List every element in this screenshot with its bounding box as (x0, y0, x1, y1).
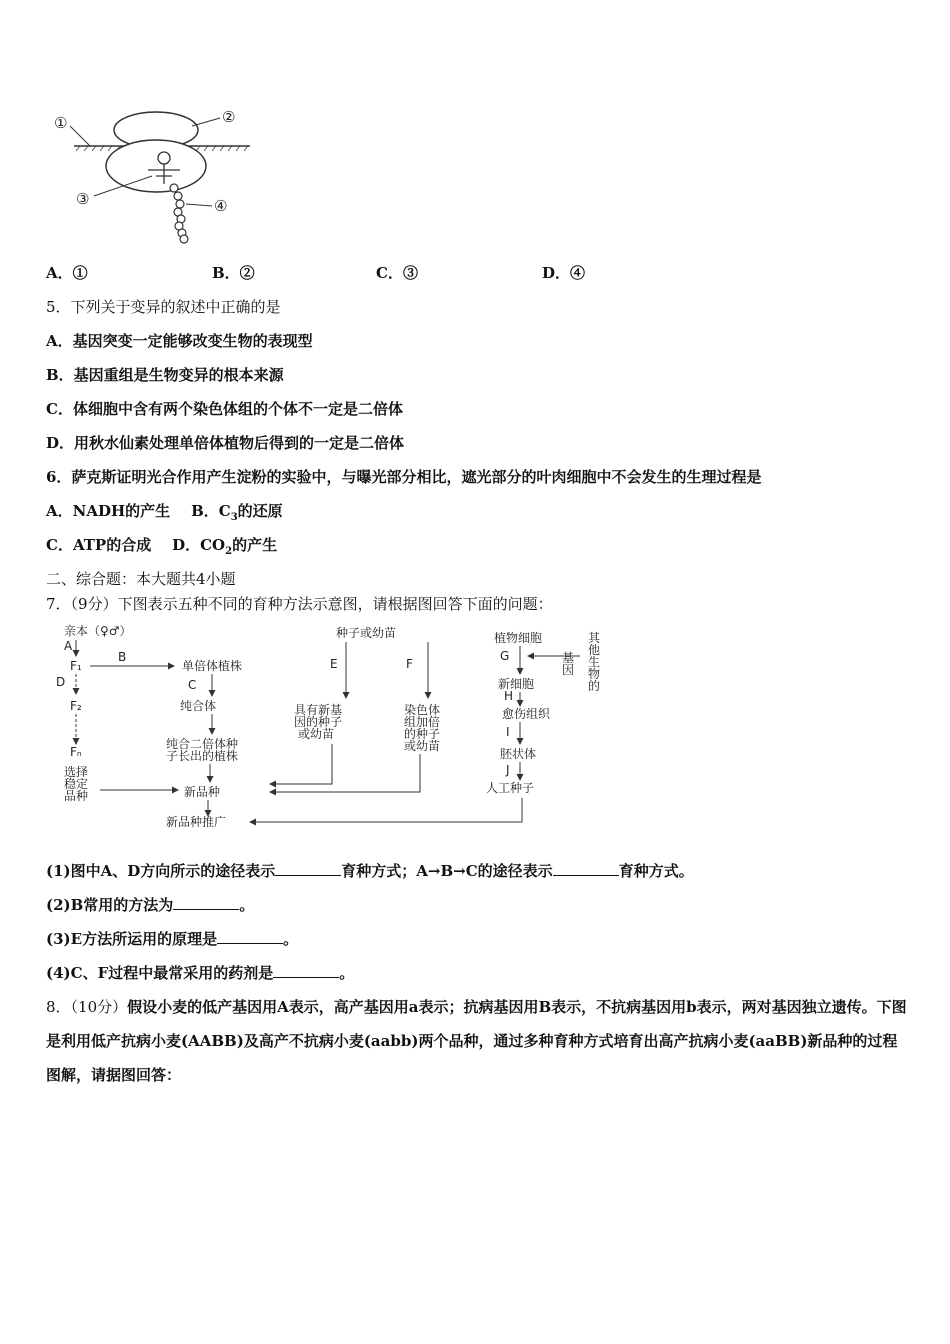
diagram-label-c: C (188, 678, 197, 692)
q7-sub2-blank[interactable] (173, 908, 239, 910)
q4-option-a: A．① (46, 264, 88, 282)
diagram-gene-2: 因 (562, 663, 575, 677)
diagram-chromo-4: 或幼苗 (404, 739, 441, 753)
diagram-select-3: 品种 (64, 789, 89, 803)
q7-sub1: (1)图中A、D方向所示的途径表示 育种方式；A→B→C的途径表示 育种方式。 (46, 862, 694, 880)
diagram-label-e: E (330, 657, 338, 671)
q7-sub4-blank[interactable] (273, 976, 339, 978)
diagram-promote: 新品种推广 (166, 815, 227, 829)
q7-sub4: (4)C、F过程中最常采用的药剂是 。 (46, 964, 355, 982)
q6-option-d: D．$CO_2$的产生 (172, 536, 278, 557)
diagram-f2: F₂ (70, 699, 82, 713)
q7-sub1-blank2[interactable] (553, 874, 619, 876)
q6-option-c: C．ATP的合成 (46, 536, 152, 554)
diagram-label-g: G (500, 649, 510, 663)
q7-stem: 7．（9分）下图表示五种不同的育种方法示意图，请根据图回答下面的问题： (46, 595, 553, 613)
q6-stem: 6．萨克斯证明光合作用产生淀粉的实验中，与曝光部分相比，遮光部分的叶肉细胞中不会发生的生理过程是 (46, 468, 762, 486)
diagram-haploid: 单倍体植株 (182, 659, 243, 673)
diagram-f1: F₁ (70, 659, 82, 673)
q4-option-c: C．③ (376, 264, 418, 282)
q7-sub3: (3)E方法所运用的原理是 。 (46, 930, 299, 948)
q4-option-d: D．④ (542, 264, 586, 282)
diagram-new-variety: 新品种 (184, 785, 221, 799)
q8-number: 8．（10分） (46, 998, 128, 1016)
diagram-artificial-seed: 人工种子 (486, 781, 535, 795)
diagram-label-j: J (506, 763, 510, 777)
q5-option-b: B．基因重组是生物变异的根本来源 (46, 366, 284, 384)
figure1-label-2: ② (222, 108, 236, 126)
diagram-homozygote: 纯合体 (180, 699, 217, 713)
q5-option-c: C．体细胞中含有两个染色体组的个体不一定是二倍体 (46, 400, 403, 418)
diagram-other-2: 他 (588, 643, 601, 657)
diagram-callus: 愈伤组织 (502, 707, 551, 721)
figure1-label-3: ③ (76, 190, 90, 208)
diagram-other-5: 的 (588, 679, 601, 693)
diagram-new-cell: 新细胞 (498, 677, 535, 691)
diagram-label-f: F (406, 657, 413, 671)
diagram-parent: 亲本（♀♂） (64, 624, 132, 638)
q6-options-row2 (46, 534, 277, 557)
q7-sub3-blank[interactable] (217, 942, 283, 944)
figure1-label-4: ④ (214, 197, 228, 215)
q6-options-row1 (46, 500, 283, 523)
diagram-label-d: D (56, 675, 66, 689)
diagram-other-3: 生 (588, 655, 601, 669)
ribosome-membrane-figure (44, 104, 254, 246)
diagram-chromo-1: 染色体 (404, 703, 441, 717)
diagram-label-h: H (504, 689, 514, 703)
q8-text (46, 990, 908, 1092)
q8-body: 假设小麦的低产基因用A表示，高产基因用a表示；抗病基因用B表示，不抗病基因用b表示，两对基因独立遗传。下图是利用低产抗病小麦(AABB)及高产不抗病小麦(aabb)两个品种，通过多种育种方式培育出高产抗病小麦(aaBB)新品种的过程图解，请据图回答： (46, 998, 907, 1084)
diagram-newgene-1: 具有新基 (294, 703, 343, 717)
diagram-label-i: I (506, 725, 510, 739)
diagram-other-1: 其 (588, 631, 601, 645)
q6-option-a: A．NADH的产生 (46, 502, 171, 520)
q5-option-d: D．用秋水仙素处理单倍体植物后得到的一定是二倍体 (46, 434, 405, 452)
diagram-gene-1: 基 (562, 651, 575, 665)
diagram-pure-diploid-2: 子长出的植株 (166, 749, 239, 763)
q6-option-b: B．$C_3$的还原 (191, 502, 283, 523)
section-2-heading: 二、综合题：本大题共4小题 (46, 570, 236, 588)
diagram-newgene-3: 或幼苗 (298, 727, 335, 741)
q5-stem: 5．下列关于变异的叙述中正确的是 (46, 298, 281, 316)
diagram-label-b: B (118, 650, 127, 664)
diagram-seed: 种子或幼苗 (336, 626, 397, 640)
diagram-chromo-2: 组加倍 (404, 715, 441, 729)
q5-option-a: A．基因突变一定能够改变生物的表现型 (46, 332, 313, 350)
q7-sub1-blank1[interactable] (275, 874, 341, 876)
diagram-plant-cell: 植物细胞 (494, 631, 543, 645)
q4-option-b: B．② (212, 264, 255, 282)
diagram-newgene-2: 因的种子 (294, 715, 343, 729)
diagram-other-4: 物 (588, 667, 601, 681)
diagram-chromo-3: 的种子 (404, 727, 441, 741)
diagram-select-2: 稳定 (64, 777, 89, 791)
diagram-label-a: A (64, 639, 73, 653)
diagram-pure-diploid-1: 纯合二倍体种 (166, 737, 239, 751)
diagram-select-1: 选择 (64, 765, 89, 779)
diagram-embryoid: 胚状体 (500, 747, 537, 761)
breeding-methods-diagram (54, 622, 614, 830)
diagram-fn: Fₙ (70, 745, 82, 759)
q7-sub2: (2)B常用的方法为 。 (46, 896, 255, 914)
figure1-label-1: ① (54, 114, 68, 132)
